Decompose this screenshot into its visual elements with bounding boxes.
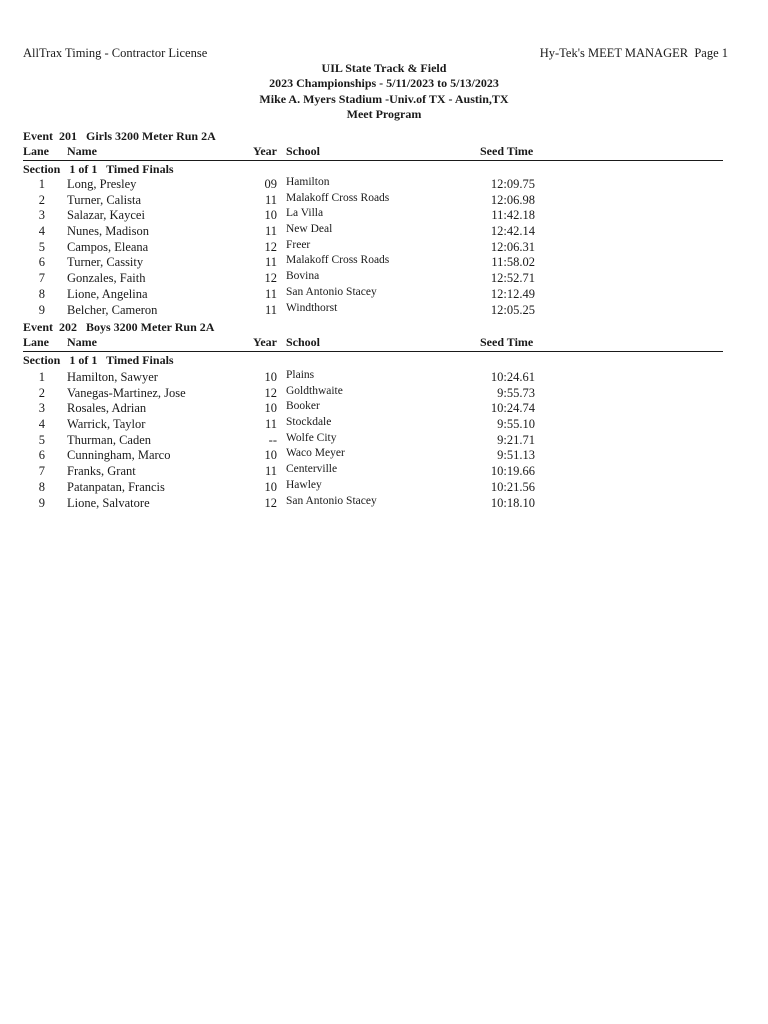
year-cell: 11 <box>264 255 277 270</box>
school-cell: Bovina <box>286 270 320 283</box>
year-cell: 11 <box>264 417 277 432</box>
meet-program-line: Meet Program <box>346 106 422 121</box>
table-row <box>23 193 723 209</box>
table-row <box>23 177 723 193</box>
school-cell: Malakoff Cross Roads <box>286 191 390 204</box>
athlete-name-cell: Gonzales, Faith <box>67 271 146 286</box>
school-cell: Plains <box>286 369 315 381</box>
athlete-name-cell: Rosales, Adrian <box>67 401 147 416</box>
col-year-header: Year <box>253 335 277 349</box>
year-cell: 11 <box>264 286 277 301</box>
lane-cell: 1 <box>38 177 45 191</box>
school-cell: Windthorst <box>286 301 338 314</box>
seed-time-cell: 12:06.98 <box>490 192 535 207</box>
school-cell: Hamilton <box>286 176 330 188</box>
table-row <box>23 370 723 386</box>
lane-cell: 6 <box>38 255 45 270</box>
table-row <box>23 464 723 480</box>
school-cell: San Antonio Stacey <box>286 285 377 298</box>
seed-time-cell: 10:24.61 <box>490 370 535 384</box>
year-cell: 11 <box>264 224 277 239</box>
lane-cell: 5 <box>38 239 45 254</box>
school-cell: Waco Meyer <box>286 447 345 460</box>
meet-title-line: UIL State Track & Field <box>321 61 447 75</box>
seed-time-cell: 9:55.10 <box>497 417 535 432</box>
meet-dates-line: 2023 Championships - 5/11/2023 to 5/13/2023 <box>269 76 499 91</box>
table-row <box>23 287 723 303</box>
year-cell: 10 <box>264 208 277 223</box>
year-cell: 11 <box>264 192 277 207</box>
event-title: Event 201 Girls 3200 Meter Run 2A <box>23 129 216 143</box>
event-202-block <box>23 320 723 511</box>
athlete-name-cell: Long, Presley <box>67 177 137 191</box>
table-row <box>23 303 723 319</box>
seed-time-cell: 11:58.02 <box>491 255 535 270</box>
col-seed-header: Seed Time <box>480 144 534 158</box>
athlete-name-cell: Franks, Grant <box>67 464 136 479</box>
school-cell: Stockdale <box>286 416 332 429</box>
col-year-header: Year <box>253 144 277 158</box>
year-cell: 11 <box>264 302 277 317</box>
school-cell: San Antonio Stacey <box>286 494 377 507</box>
table-row <box>23 433 723 449</box>
seed-time-cell: 11:42.18 <box>491 208 535 223</box>
school-cell: Malakoff Cross Roads <box>286 254 390 267</box>
meet-venue-line: Mike A. Myers Stadium -Univ.of TX - Austin,TX <box>259 91 509 106</box>
school-cell: New Deal <box>286 223 333 236</box>
entry-list <box>23 370 723 511</box>
school-cell: Freer <box>286 238 311 251</box>
lane-cell: 3 <box>38 401 45 416</box>
seed-time-cell: 12:12.49 <box>490 286 535 301</box>
athlete-name-cell: Thurman, Caden <box>67 432 152 447</box>
lane-cell: 6 <box>38 448 45 463</box>
table-row <box>23 417 723 433</box>
timing-license-label: AllTrax Timing - Contractor License <box>23 46 208 60</box>
school-cell: Centerville <box>286 463 338 476</box>
table-row <box>23 208 723 224</box>
col-name-header: Name <box>67 335 97 349</box>
lane-cell: 7 <box>38 464 45 479</box>
school-cell: La Villa <box>286 207 324 220</box>
year-cell: 10 <box>264 479 277 494</box>
athlete-name-cell: Belcher, Cameron <box>67 302 158 317</box>
year-cell: 12 <box>264 271 277 286</box>
seed-time-cell: 10:19.66 <box>490 464 535 479</box>
athlete-name-cell: Salazar, Kaycei <box>67 208 145 223</box>
col-lane-header: Lane <box>23 144 50 158</box>
table-row <box>23 255 723 271</box>
year-cell: 11 <box>264 464 277 479</box>
seed-time-cell: 12:42.14 <box>490 224 535 239</box>
seed-time-cell: 10:18.10 <box>490 495 535 510</box>
col-seed-header: Seed Time <box>480 335 534 349</box>
column-header-row <box>23 335 723 352</box>
athlete-name-cell: Warrick, Taylor <box>67 417 146 432</box>
col-school-header: School <box>286 335 321 349</box>
year-cell: 12 <box>264 385 277 400</box>
athlete-name-cell: Vanegas-Martinez, Jose <box>67 385 186 400</box>
seed-time-cell: 9:51.13 <box>497 448 535 463</box>
seed-time-cell: 9:55.73 <box>497 385 535 400</box>
lane-cell: 5 <box>38 432 45 447</box>
lane-cell: 1 <box>38 370 45 384</box>
seed-time-cell: 9:21.71 <box>497 432 535 447</box>
col-name-header: Name <box>67 144 97 158</box>
athlete-name-cell: Nunes, Madison <box>67 224 149 239</box>
year-cell: 12 <box>264 495 277 510</box>
lane-cell: 2 <box>38 192 45 207</box>
entry-list <box>23 177 723 318</box>
year-cell: 10 <box>264 448 277 463</box>
athlete-name-cell: Campos, Eleana <box>67 239 149 254</box>
athlete-name-cell: Hamilton, Sawyer <box>67 370 158 384</box>
table-row <box>23 448 723 464</box>
lane-cell: 8 <box>38 479 45 494</box>
school-cell: Booker <box>286 400 320 413</box>
seed-time-cell: 10:21.56 <box>490 479 535 494</box>
school-cell: Wolfe City <box>286 431 337 444</box>
year-cell: 12 <box>264 239 277 254</box>
year-cell: 09 <box>264 177 277 191</box>
event-201-block <box>23 129 723 318</box>
year-cell: 10 <box>264 401 277 416</box>
year-cell: -- <box>268 432 277 447</box>
athlete-name-cell: Cunningham, Marco <box>67 448 171 463</box>
table-row <box>23 386 723 402</box>
lane-cell: 7 <box>38 271 45 286</box>
col-lane-header: Lane <box>23 335 50 349</box>
seed-time-cell: 12:05.25 <box>490 302 535 317</box>
col-school-header: School <box>286 144 321 158</box>
lane-cell: 4 <box>38 417 45 432</box>
section-label: Section 1 of 1 Timed Finals <box>23 353 174 367</box>
table-row <box>23 240 723 256</box>
school-cell: Hawley <box>286 478 322 491</box>
lane-cell: 3 <box>38 208 45 223</box>
lane-cell: 9 <box>38 302 45 317</box>
table-row <box>23 401 723 417</box>
meet-title-block <box>0 61 768 122</box>
event-title: Event 202 Boys 3200 Meter Run 2A <box>23 320 215 334</box>
lane-cell: 2 <box>38 385 45 400</box>
school-cell: Goldthwaite <box>286 384 343 397</box>
seed-time-cell: 12:52.71 <box>490 271 535 286</box>
lane-cell: 9 <box>38 495 45 510</box>
column-header-row <box>23 144 723 161</box>
athlete-name-cell: Patanpatan, Francis <box>67 479 165 494</box>
lane-cell: 8 <box>38 286 45 301</box>
table-row <box>23 224 723 240</box>
athlete-name-cell: Lione, Salvatore <box>67 495 150 510</box>
seed-time-cell: 10:24.74 <box>490 401 535 416</box>
athlete-name-cell: Turner, Cassity <box>67 255 144 270</box>
year-cell: 10 <box>264 370 277 384</box>
lane-cell: 4 <box>38 224 45 239</box>
table-row <box>23 480 723 496</box>
seed-time-cell: 12:06.31 <box>490 239 535 254</box>
section-label: Section 1 of 1 Timed Finals <box>23 162 174 176</box>
table-row <box>23 496 723 512</box>
athlete-name-cell: Turner, Calista <box>67 192 142 207</box>
seed-time-cell: 12:09.75 <box>490 177 535 191</box>
athlete-name-cell: Lione, Angelina <box>67 286 148 301</box>
table-row <box>23 271 723 287</box>
meet-manager-page-label: Hy-Tek's MEET MANAGER Page 1 <box>539 46 728 60</box>
